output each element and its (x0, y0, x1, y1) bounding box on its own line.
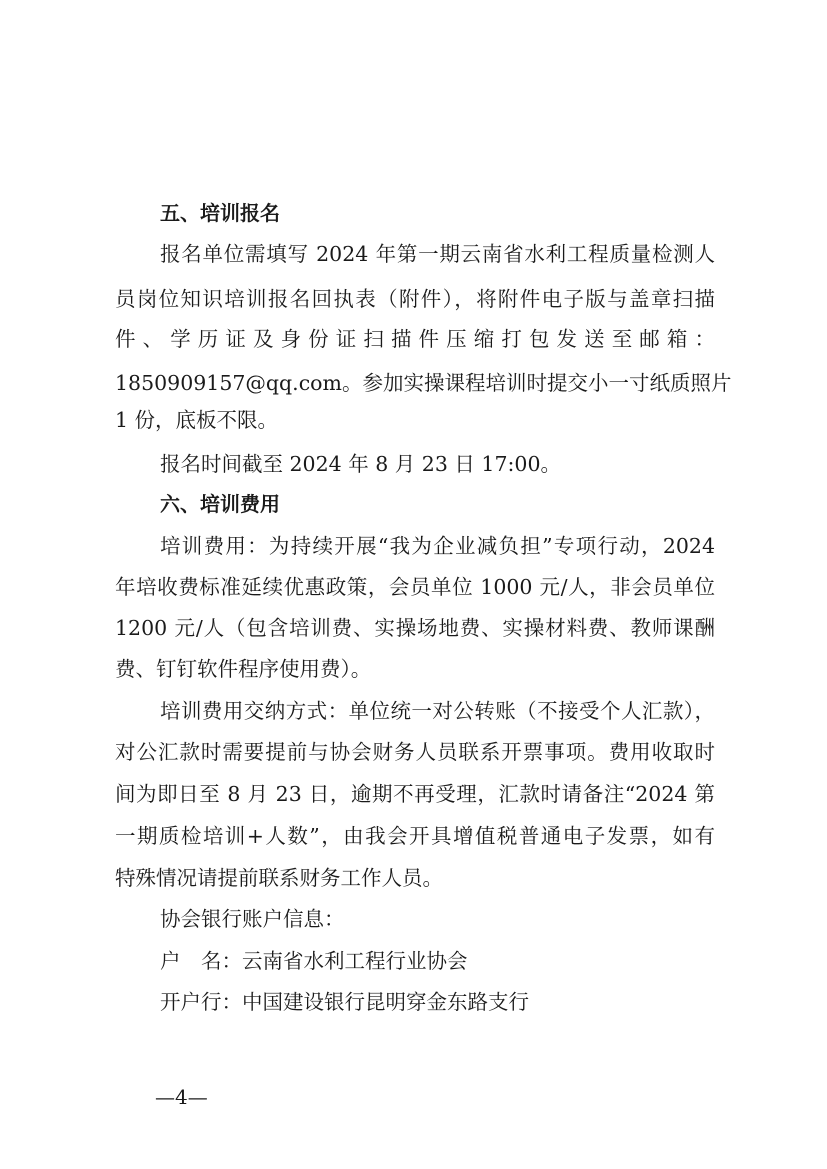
section-5-heading: 五、培训报名 (160, 201, 280, 225)
fee-paragraph-line-2: 年培收费标准延续优惠政策，会员单位 1000 元/人，非会员单位 (115, 575, 715, 599)
section-5-paragraph-line-3: 件、学历证及身份证扫描件压缩打包发送至邮箱： (115, 327, 715, 351)
bank-account-title: 协会银行账户信息： (160, 907, 345, 931)
registration-deadline: 报名时间截至 2024 年 8 月 23 日 17:00。 (160, 452, 561, 476)
payment-paragraph-line-5: 特殊情况请提前联系财务工作人员。 (115, 866, 443, 890)
bank-account-name: 户 名：云南省水利工程行业协会 (160, 949, 468, 973)
section-5-paragraph-line-1: 报名单位需填写 2024 年第一期云南省水利工程质量检测人 (160, 242, 715, 266)
section-5-paragraph-line-2: 员岗位知识培训报名回执表（附件），将附件电子版与盖章扫描 (115, 287, 715, 311)
payment-paragraph-line-2: 对公汇款时需要提前与协会财务人员联系开票事项。费用收取时 (115, 740, 715, 764)
fee-paragraph-line-4: 费、钉钉软件程序使用费）。 (115, 657, 372, 681)
payment-paragraph-line-3: 间为即日至 8 月 23 日，逾期不再受理，汇款时请备注“2024 第 (115, 782, 715, 806)
bank-branch: 开户行：中国建设银行昆明穿金东路支行 (160, 990, 529, 1014)
payment-paragraph-line-4: 一期质检培训+人数”，由我会开具增值税普通电子发票，如有 (115, 824, 715, 848)
section-5-paragraph-line-5: 1 份，底板不限。 (115, 408, 279, 432)
section-5-paragraph-line-4: 1850909157@qq.com。参加实操课程培训时提交小一寸纸质照片 (115, 371, 732, 395)
page-number: —4— (155, 1085, 208, 1109)
section-6-heading: 六、培训费用 (160, 492, 280, 516)
fee-paragraph-line-1: 培训费用：为持续开展“我为企业减负担”专项行动，2024 (160, 534, 715, 558)
payment-paragraph-line-1: 培训费用交纳方式：单位统一对公转账（不接受个人汇款）， (160, 699, 715, 723)
fee-paragraph-line-3: 1200 元/人（包含培训费、实操场地费、实操材料费、教师课酬 (115, 616, 715, 640)
